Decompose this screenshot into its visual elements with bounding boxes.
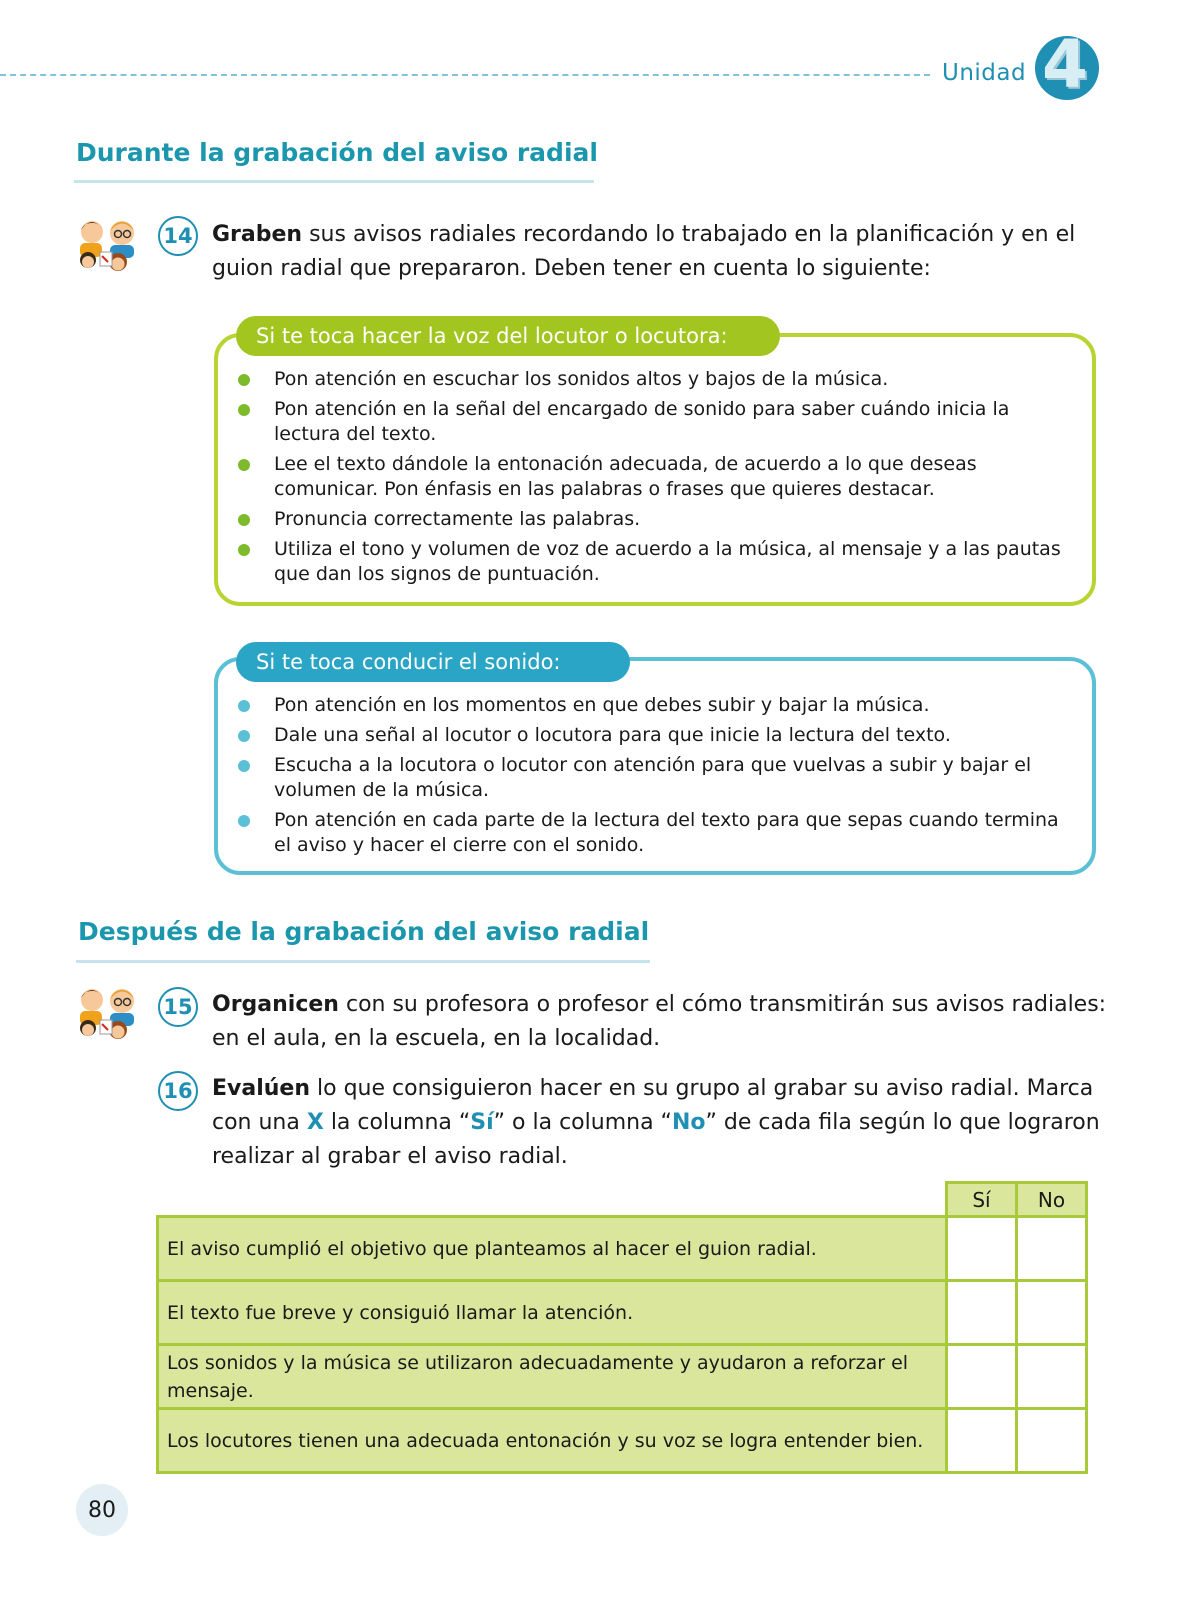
activity-number-16: 16: [158, 1071, 198, 1111]
students-group-icon: [74, 984, 140, 1044]
column-header-no: No: [1017, 1183, 1087, 1217]
evaluation-table: [156, 1181, 1088, 1474]
criterion-cell: Los locutores tienen una adecuada entonación y su voz se logra entender bien.: [158, 1409, 947, 1473]
activity-15-text: [212, 988, 1112, 1056]
table-row: [158, 1409, 1087, 1473]
checkbox-no[interactable]: [1017, 1217, 1087, 1281]
table-row: [158, 1281, 1087, 1345]
list-item: Dale una señal al locutor o locutora para que inicie la lectura del texto.: [238, 723, 1078, 748]
list-item: Lee el texto dándole la entonación adecuada, de acuerdo a lo que deseas comunicar. Pon énfasis en las palabras o frases que quieres destacar.: [238, 452, 1078, 502]
students-group-icon: [74, 216, 140, 276]
list-item: Pon atención en la señal del encargado de sonido para saber cuándo inicia la lectura del texto.: [238, 397, 1078, 447]
list-item: Escucha a la locutora o locutor con atención para que vuelvas a subir y bajar el volumen de la música.: [238, 753, 1078, 803]
locutor-list: [238, 367, 1078, 592]
table-row: [158, 1345, 1087, 1409]
x-mark: X: [306, 1110, 324, 1135]
checkbox-si[interactable]: [947, 1409, 1017, 1473]
bullet-dot-icon: [238, 815, 250, 827]
bullet-dot-icon: [238, 730, 250, 742]
activity-16-text: Evalúen lo que consiguieron hacer en su grupo al grabar su aviso radial. Marca con una X la columna “Sí” o la columna “No” de cada fila según lo que lograron realizar al grabar el aviso radial.: [212, 1076, 1100, 1169]
bullet-dot-icon: [238, 459, 250, 471]
list-item: Utiliza el tono y volumen de voz de acuerdo a la música, al mensaje y a las pautas que dan los signos de puntuación.: [238, 537, 1078, 587]
bullet-dot-icon: [238, 544, 250, 556]
list-item: Pon atención en cada parte de la lectura del texto para que sepas cuando termina el aviso y hacer el cierre con el sonido.: [238, 808, 1078, 858]
unit-label: Unidad: [942, 60, 1027, 86]
list-item: Pronuncia correctamente las palabras.: [238, 507, 1078, 532]
section-title-during: Durante la grabación del aviso radial: [76, 138, 598, 167]
list-item: Pon atención en escuchar los sonidos altos y bajos de la música.: [238, 367, 1078, 392]
activity-number-14: 14: [158, 216, 198, 256]
activity-number-15: 15: [158, 987, 198, 1027]
activity-16-verb: Evalúen: [212, 1076, 311, 1101]
locutor-box-title: Si te toca hacer la voz del locutor o locutora:: [236, 316, 780, 356]
checkbox-si[interactable]: [947, 1281, 1017, 1345]
sonido-box-title: Si te toca conducir el sonido:: [236, 642, 630, 682]
bullet-dot-icon: [238, 514, 250, 526]
section-underline: [74, 180, 594, 183]
criterion-cell: Los sonidos y la música se utilizaron adecuadamente y ayudaron a reforzar el mensaje.: [158, 1345, 947, 1409]
section-title-after: Después de la grabación del aviso radial: [78, 917, 650, 946]
checkbox-no[interactable]: [1017, 1409, 1087, 1473]
bullet-dot-icon: [238, 700, 250, 712]
activity-15-verb: Organicen: [212, 992, 339, 1017]
unit-number: 4: [1042, 26, 1088, 103]
activity-14-text: [212, 218, 1092, 286]
si-word: Sí: [470, 1110, 494, 1135]
table-row: [158, 1217, 1087, 1281]
sonido-list: [238, 693, 1078, 863]
checkbox-no[interactable]: [1017, 1281, 1087, 1345]
header-dashed-line: [0, 74, 930, 76]
activity-14-verb: Graben: [212, 222, 303, 247]
bullet-dot-icon: [238, 404, 250, 416]
bullet-dot-icon: [238, 374, 250, 386]
no-word: No: [671, 1110, 706, 1135]
list-item: Pon atención en los momentos en que debes subir y bajar la música.: [238, 693, 1078, 718]
criterion-cell: El aviso cumplió el objetivo que planteamos al hacer el guion radial.: [158, 1217, 947, 1281]
table-header-blank: [158, 1183, 947, 1217]
column-header-si: Sí: [947, 1183, 1017, 1217]
checkbox-si[interactable]: [947, 1217, 1017, 1281]
checkbox-si[interactable]: [947, 1345, 1017, 1409]
section-underline: [76, 960, 650, 963]
criterion-cell: El texto fue breve y consiguió llamar la atención.: [158, 1281, 947, 1345]
checkbox-no[interactable]: [1017, 1345, 1087, 1409]
bullet-dot-icon: [238, 760, 250, 772]
activity-15-body: con su profesora o profesor el cómo transmitirán sus avisos radiales: en el aula, en la escuela, en la localidad.: [212, 992, 1107, 1051]
activity-14-body: sus avisos radiales recordando lo trabajado en la planificación y en el guion radial que prepararon. Deben tener en cuenta lo siguiente:: [212, 222, 1076, 281]
page-number: 80: [76, 1484, 128, 1536]
